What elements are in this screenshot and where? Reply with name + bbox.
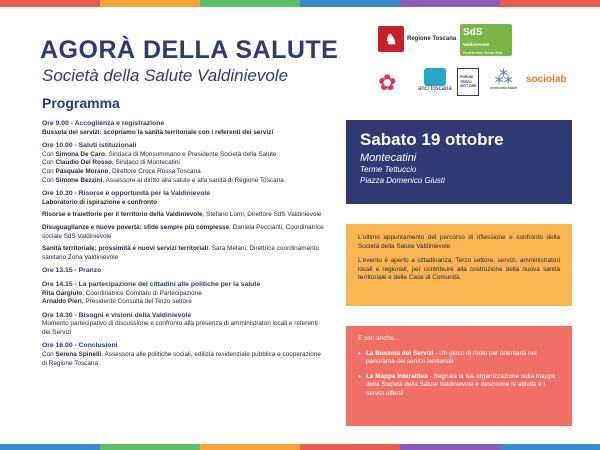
bottom-stripe-segment [100, 444, 200, 450]
block-heading: Ore 10.30 - Risorse e opportunità per la Valdinievole [42, 190, 211, 198]
block-heading: Ore 14.15 - La partecipazione dei cittadini alle politiche per la salute [42, 280, 261, 288]
event-info-box [346, 224, 572, 306]
block-heading: Ore 14.30 - Bisogni e visioni della Valdinievole [42, 311, 192, 319]
speaker-line: Arnaldo Pieri, Presidente Consulta del Terzo settore [42, 298, 192, 306]
program-block [42, 342, 324, 368]
event-date: Sabato 19 ottobre [360, 130, 504, 149]
talk-line: Disuguaglianze e nuove povertà: sfide sempre più complesse, Daniela Peccianti, Coordinatrice sociale SdS Valdinievole [42, 223, 324, 240]
regione-toscana-logo [378, 26, 456, 52]
top-stripe-segment [400, 0, 500, 7]
speaker-line: Con Pasquale Morano, Direttore Croce Rossa Toscana [42, 167, 201, 175]
sds-badge [460, 24, 512, 59]
anci-label: anci toscana [418, 86, 452, 92]
page-title: AGORÀ DELLA SALUTE [40, 36, 339, 64]
block-subheading: Laboratorio di ispirazione e confronto [42, 198, 158, 206]
block-heading: Ore 13.15 - Pranzo [42, 267, 102, 275]
top-stripe-segment [300, 0, 400, 7]
extra-item: • La Mappa Interattiva - Segnala la tua organizzazione sulla mappa della Società della Salute Valdinievole e descrivine le attività e i servizi offerti! [358, 371, 556, 397]
extra-activities-box [346, 326, 572, 426]
bottom-stripe-segment [400, 444, 500, 450]
extra-item: • La Bussola dei Servizi - Un gioco di ruolo per orientarsi nel panorama dei servizi territoriali [358, 348, 537, 366]
block-heading: Ore 16.00 - Conclusioni [42, 342, 118, 350]
centri-label: centri della salute [490, 86, 518, 90]
dots-cluster-icon: ⁂ [494, 67, 513, 87]
program-block [42, 142, 324, 185]
regione-toscana-label: Regione Toscana [407, 36, 457, 42]
sds-mark: SdS [463, 27, 483, 38]
top-stripe-segment [500, 0, 600, 7]
program-block [42, 312, 324, 338]
top-color-stripe [0, 0, 600, 7]
anci-mark-icon [424, 68, 446, 86]
program-block [42, 120, 324, 137]
block-subheading: Bussola dei servizi: scopriamo la sanità territoriale con i referenti dei servizi [42, 128, 274, 136]
speaker-line: Con Simone Bezzini, Assessore al diritto alla salute e alla sanità di Regione Toscana [42, 176, 284, 184]
bottom-stripe-segment [500, 444, 600, 450]
sociolab-logo: sociolab [526, 74, 567, 85]
partner-logos [378, 24, 578, 104]
block-heading: Ore 10.00 - Saluti istituzionali [42, 142, 137, 150]
top-stripe-segment [100, 0, 200, 7]
centri-salute-logo [490, 68, 517, 90]
event-venue: Terme Tettuccio [360, 165, 417, 174]
page-subtitle: Società della Salute Valdinievole [42, 66, 289, 85]
speaker-line: Con Simona De Caro, Sindaca di Monsummano e Presidente Società della Salute [42, 150, 277, 158]
top-stripe-segment [0, 0, 100, 7]
program-block [42, 281, 324, 307]
sds-tagline: Società della Salute della Valdinievole [463, 51, 503, 59]
bullet-icon: • [358, 371, 361, 381]
event-date-box [346, 120, 572, 204]
bottom-stripe-segment [0, 444, 100, 450]
bottom-stripe-segment [300, 444, 400, 450]
info-paragraph: L'ultimo appuntamento del percorso di riflessione e confronto della Società della Salute Valdinievole [358, 234, 560, 250]
info-paragraph: L'evento è aperto a cittadinanza, Terzo settore, servizi, amministratori locali e regionali, per contribuire alla costruzione della nuova sanità territoriale e delle Case di Comunità. [358, 257, 560, 282]
program-block [42, 190, 324, 262]
sds-logo [460, 24, 512, 59]
speaker-line: Con Serena Spinelli, Assessora alle politiche sociali, edilizia residenziale pubblica e cooperazione di Regione Toscana [42, 351, 321, 367]
talk-line: Risorse e traiettorie per il territorio della Valdinievole, Stefano Lomi, Direttore SdS Valdinievole [42, 211, 322, 219]
program-list [42, 120, 324, 373]
anci-toscana-logo [418, 68, 452, 92]
speaker-line: Con Claudio Del Rosso, Sindaco di Montecatini [42, 159, 180, 167]
program-heading: Programma [42, 95, 120, 111]
block-text: Momento partecipativo di discussione e confronto alla presenza di amministratori locali e referenti dei Servizi [42, 320, 318, 336]
pegasus-icon: ♞ [378, 26, 404, 52]
talk-line: Sanità territoriale: prossimità e nuovi servizi territoriali, Sara Melani, Direttrice coordinamento sanitario Zona Valdinievole [42, 245, 320, 261]
flower-logo-icon: ✿ [378, 70, 397, 95]
event-city: Montecatini [360, 152, 417, 164]
program-block [42, 267, 324, 276]
sds-name: Valdinievole [463, 42, 490, 47]
block-heading: Ore 9.00 - Accoglienza e registrazione [42, 120, 165, 127]
forum-terzo-settore-logo: FORUM TERZO SETTORE [457, 68, 479, 96]
bottom-color-stripe [0, 444, 600, 450]
top-stripe-segment [200, 0, 300, 7]
bullet-icon: • [358, 348, 361, 358]
extra-intro: E con anche... [358, 335, 399, 342]
event-address: Piazza Domenico Giusti [360, 176, 445, 185]
speaker-line: Rita Gargiulo, Coordinatrice Comitato di Partecipazione [42, 289, 202, 297]
bottom-stripe-segment [200, 444, 300, 450]
